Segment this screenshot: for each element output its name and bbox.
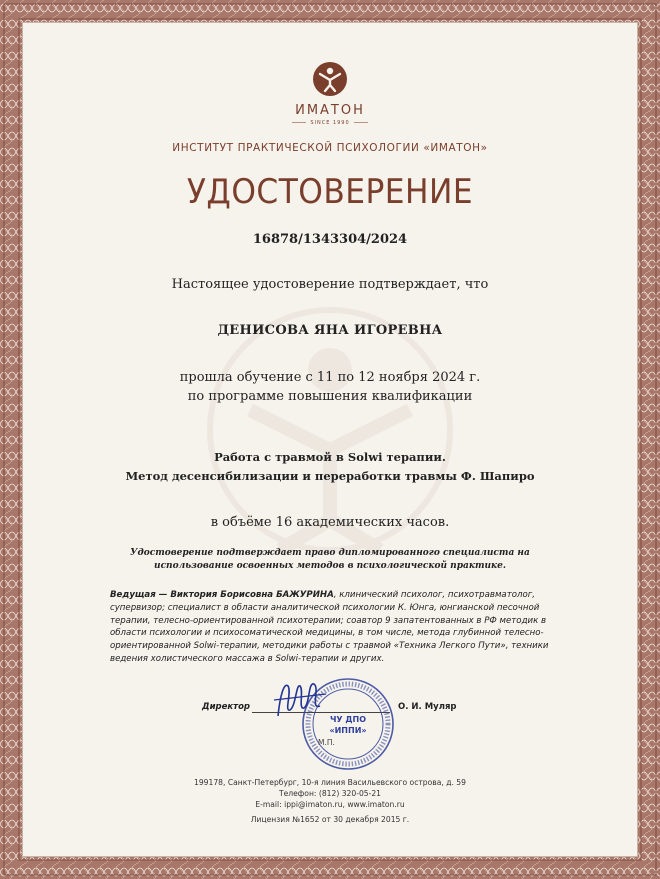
footer-license: Лицензия №1652 от 30 декабря 2015 г. [250,815,410,824]
course-title-line1: Работа с травмой в Solwi терапии. [214,450,446,464]
director-name: О. И. Муляр [398,702,457,712]
director-signature [270,676,330,724]
stamp-center-line1: ЧУ ДПО [329,715,367,724]
course-hours: в объёме 16 академических часов. [210,515,450,530]
lead-instructor-paragraph [110,589,560,666]
logo-since: SINCE 1990 [0,120,660,126]
footer-address: 199178, Санкт-Петербург, 10-я линия Васильевского острова, д. 59 [194,778,466,787]
rights-statement-line2: использование освоенных методов в психологической практике. [154,561,506,571]
document-title: УДОСТОВЕРЕНИЕ [186,172,474,212]
course-title-line2: Метод десенсибилизации и переработки травмы Ф. Шапиро [125,469,535,483]
confirm-text: Настоящее удостоверение подтверждает, что [171,277,489,292]
director-label: Директор [202,702,250,712]
stamp-center-line2: «ИППИ» [329,726,367,735]
stamp-place-label: М.П. [318,738,335,747]
lead-instructor-name: Ведущая — Виктория Борисовна БАЖУРИНА [110,590,334,600]
training-dates: прошла обучение с 11 по 12 ноября 2024 г. [179,370,481,385]
logo-name: ИМАТОН [295,103,365,118]
lead-instructor-description: , клинический психолог, психотравматолог, супервизор; специалист в области аналитической психологии К. Юнга, юнгианской песочной терапии, телесно-ориентированной психотерапии; соавтор 9 запатентованных в РФ методик в области психологии и психосоматической медицины, в том числе, метода глубинной телесно-ориентированной Solwi-терапии, методики работы с травмой «Техника Легкого Пути», техники ведения холистического массажа в Solwi-терапии и других. [110,590,549,664]
logo-figure-icon [313,62,347,96]
certificate-number: 16878/1343304/2024 [252,232,408,247]
rights-statement-line1: Удостоверение подтверждает право дипломированного специалиста на [130,548,530,558]
institute-logo [0,62,660,126]
footer-email: E-mail: ippi@imaton.ru, www.imaton.ru [255,800,405,809]
program-type: по программе повышения квалификации [187,389,473,404]
recipient-name: ДЕНИСОВА ЯНА ИГОРЕВНА [217,323,443,338]
institute-name: ИНСТИТУТ ПРАКТИЧЕСКОЙ ПСИХОЛОГИИ «ИМАТОН» [172,142,488,154]
footer-phone: Телефон: (812) 320-05-21 [278,789,382,798]
